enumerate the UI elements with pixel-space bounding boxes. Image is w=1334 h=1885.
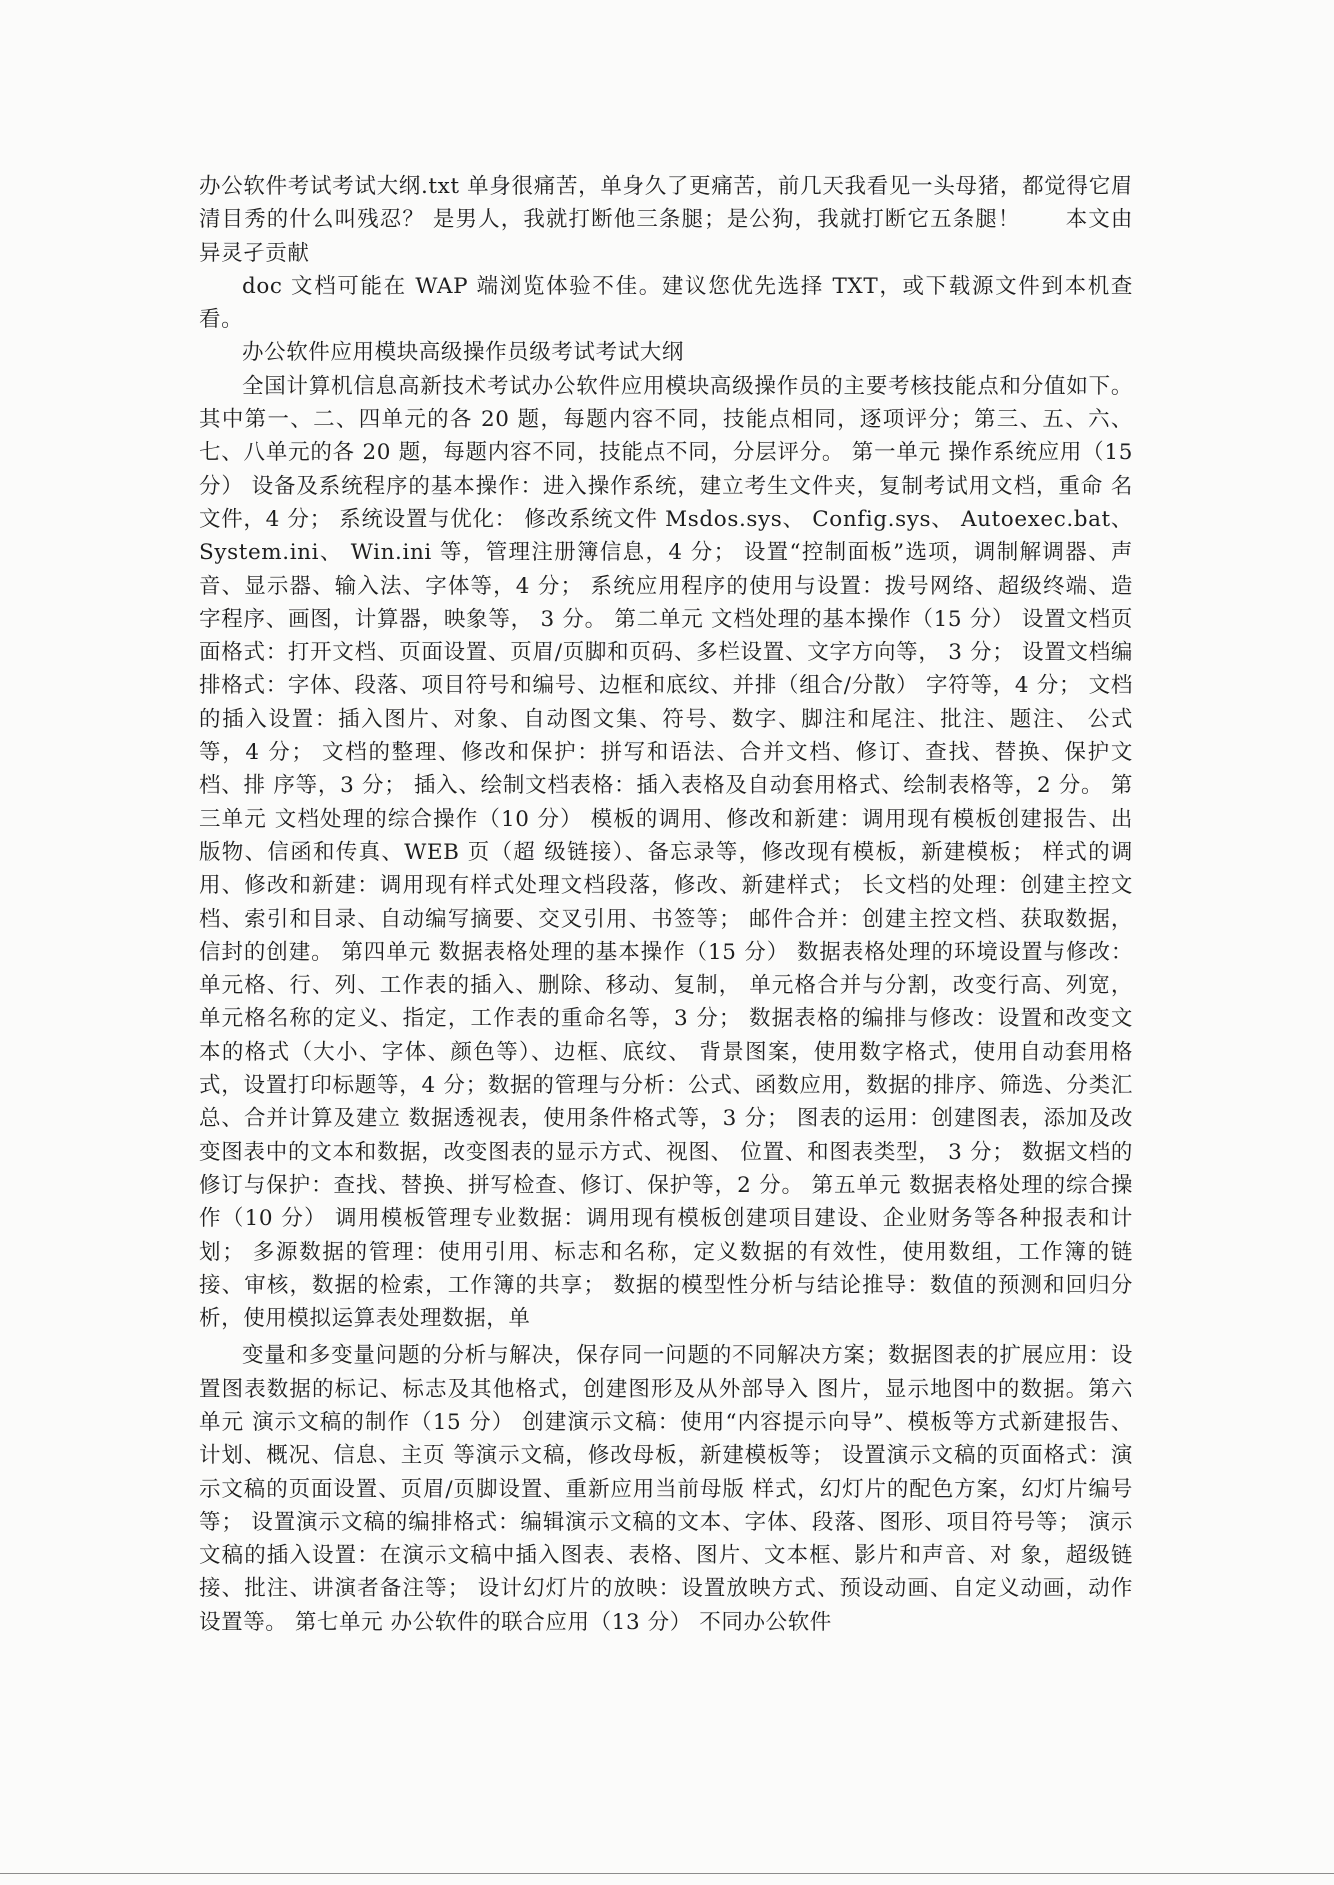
notice-paragraph: doc 文档可能在 WAP 端浏览体验不佳。建议您优先选择 TXT，或下载源文件到本机查看。 bbox=[199, 273, 1133, 333]
syllabus-paragraph: 全国计算机信息高新技术考试办公软件应用模块高级操作员的主要考核技能点和分值如下。 其中第一、二、四单元的各 20 题，每题内容不同，技能点相同，逐项评分；第三、五、六、 七、八单元的各 20 题，每题内容不同，技能点不同，分层评分。 第一单元 操作系统应用（15 分） 设备及系统程序的基本操作：进入操作系统，建立考生文件夹，复制考试用文档，重命 名文件，4 分； 系统设置与优化： 修改系统文件 Msdos.sys、 Config.sys、 Autoexec.bat、 System.ini、 Win.ini 等，管理注册簿信息，4 分； 设置“控制面板”选项，调制解调器、声音、显示器、输入法、字体等，4 分； 系统应用程序的使用与设置：拨号网络、超级终端、造字程序、画图，计算器，映象等， 3 分。 第二单元 文档处理的基本操作（15 分） 设置文档页面格式：打开文档、页面设置、页眉/页脚和页码、多栏设置、文字方向等， 3 分； 设置文档编排格式：字体、段落、项目符号和编号、边框和底纹、并排（组合/分散） 字符等，4 分； 文档的插入设置：插入图片、对象、自动图文集、符号、数字、脚注和尾注、批注、题注、 公式等，4 分； 文档的整理、修改和保护：拼写和语法、合并文档、修订、查找、替换、保护文档、排 序等，3 分； 插入、绘制文档表格：插入表格及自动套用格式、绘制表格等，2 分。 第三单元 文档处理的综合操作（10 分） 模板的调用、修改和新建：调用现有模板创建报告、出版物、信函和传真、WEB 页（超 级链接）、备忘录等，修改现有模板，新建模板； 样式的调用、修改和新建：调用现有样式处理文档段落，修改、新建样式； 长文档的处理：创建主控文档、索引和目录、自动编写摘要、交叉引用、书签等； 邮件合并：创建主控文档、获取数据，信封的创建。 第四单元 数据表格处理的基本操作（15 分） 数据表格处理的环境设置与修改：单元格、行、列、工作表的插入、删除、移动、复制， 单元格合并与分割，改变行高、列宽，单元格名称的定义、指定，工作表的重命名等，3 分； 数据表格的编排与修改：设置和改变文本的格式（大小、字体、颜色等）、边框、底纹、 背景图案，使用数字格式，使用自动套用格式，设置打印标题等，4 分；数据的管理与分析：公式、函数应用，数据的排序、筛选、分类汇总、合并计算及建立 数据透视表，使用条件格式等，3 分； 图表的运用：创建图表，添加及改变图表中的文本和数据，改变图表的显示方式、视图、 位置、和图表类型， 3 分； 数据文档的修订与保护：查找、替换、拼写检查、修订、保护等，2 分。 第五单元 数据表格处理的综合操作（10 分） 调用模板管理专业数据：调用现有模板创建项目建设、企业财务等各种报表和计划； 多源数据的管理：使用引用、标志和名称，定义数据的有效性，使用数组，工作簿的链 接、审核，数据的检索，工作簿的共享； 数据的模型性分析与结论推导：数值的预测和回归分析，使用模拟运算表处理数据，单 bbox=[199, 373, 1133, 1332]
intro-paragraph: 办公软件考试考试大纲.txt 单身很痛苦，单身久了更痛苦，前几天我看见一头母猪，都觉得它眉清目秀的什么叫残忍？ 是男人，我就打断他三条腿；是公狗，我就打断它五条腿！ 本文由异灵孑贡献 bbox=[199, 174, 1133, 266]
document-body bbox=[199, 170, 1133, 1639]
page-bottom-rule bbox=[0, 1873, 1334, 1874]
syllabus-paragraph-continued: 变量和多变量问题的分析与解决，保存同一问题的不同解决方案；数据图表的扩展应用：设置图表数据的标记、标志及其他格式，创建图形及从外部导入 图片，显示地图中的数据。第六单元 演示文稿的制作（15 分） 创建演示文稿：使用“内容提示向导”、模板等方式新建报告、计划、概况、信息、主页 等演示文稿，修改母板，新建模板等； 设置演示文稿的页面格式：演示文稿的页面设置、页眉/页脚设置、重新应用当前母版 样式，幻灯片的配色方案，幻灯片编号等； 设置演示文稿的编排格式：编辑演示文稿的文本、字体、段落、图形、项目符号等； 演示文稿的插入设置：在演示文稿中插入图表、表格、图片、文本框、影片和声音、对 象，超级链接、批注、讲演者备注等； 设计幻灯片的放映：设置放映方式、预设动画、自定义动画，动作设置等。 第七单元 办公软件的联合应用（13 分） 不同办公软件 bbox=[199, 1343, 1133, 1635]
document-title: 办公软件应用模块高级操作员级考试考试大纲 bbox=[242, 340, 685, 366]
